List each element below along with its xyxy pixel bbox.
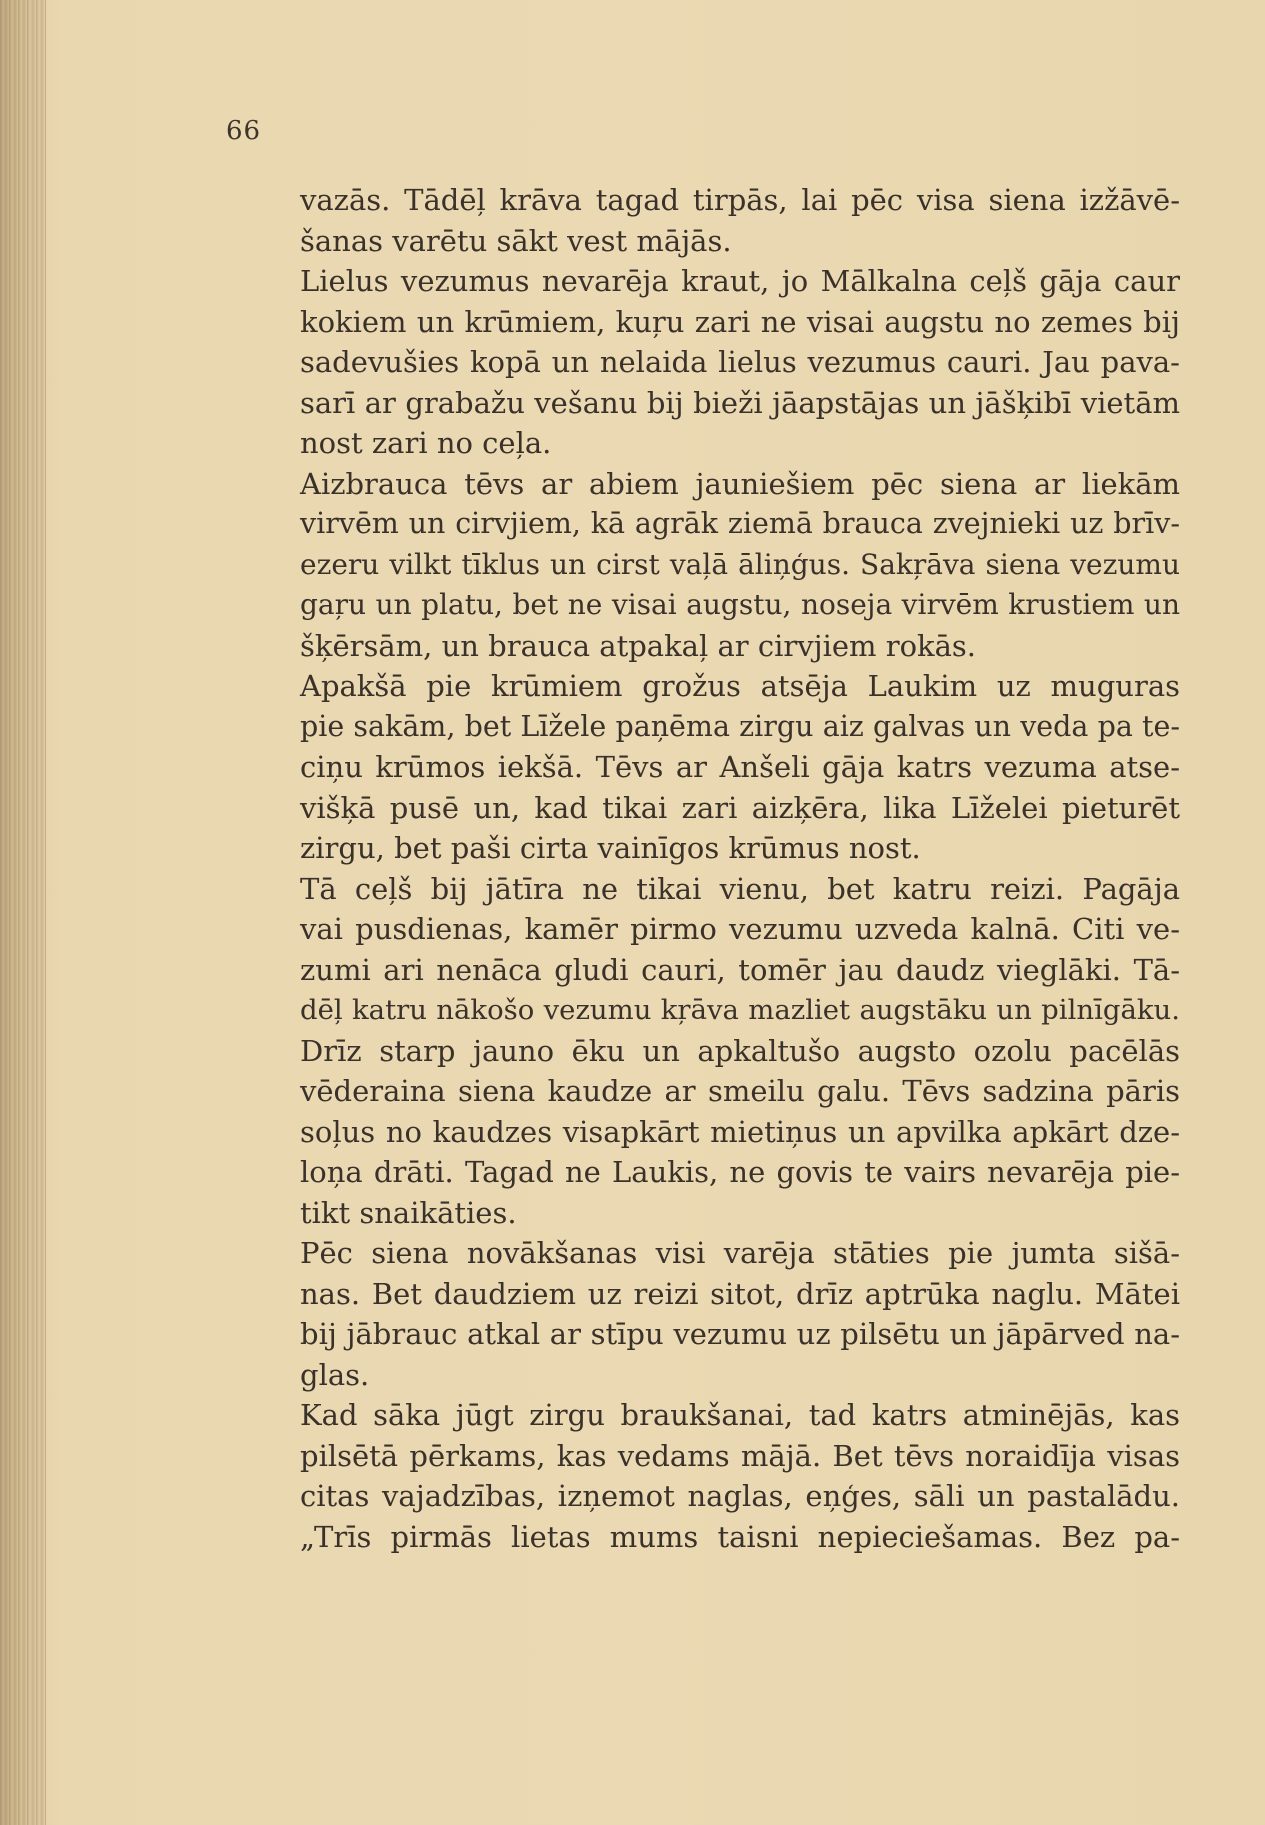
text-line: glas.	[300, 1357, 370, 1392]
text-line: Tā ceļš bij jātīra ne tikai vienu, bet katru reizi. Pagāja	[300, 871, 1180, 906]
text-line: Aizbrauca tēvs ar abiem jauniešiem pēc siena ar liekām	[300, 466, 1180, 501]
text-line: bij jābrauc atkal ar stīpu vezumu uz pilsētu un jāpārved na-	[300, 1317, 1180, 1351]
text-line: zirgu, bet paši cirta vainīgos krūmus nost.	[300, 831, 921, 865]
text-line: loņa drāti. Tagad ne Laukis, ne govis te vairs nevarēja pie-	[300, 1155, 1180, 1189]
text-line: soļus no kaudzes visapkārt mietiņus un apvilka apkārt dze-	[300, 1114, 1180, 1149]
text-line: virvēm un cirvjiem, kā agrāk ziemā brauca zvejnieki uz brīv-	[300, 507, 1180, 540]
text-line: ezeru vilkt tīklus un cirst vaļā āliņģus. Sakŗāva siena vezumu	[300, 547, 1180, 581]
text-line: višķā pusē un, kad tikai zari aizķēra, lika Līželei pieturēt	[300, 790, 1180, 825]
page-binding-edge	[0, 0, 46, 1825]
text-line: vai pusdienas, kamēr pirmo vezumu uzveda kalnā. Citi ve-	[300, 912, 1180, 946]
text-line: Apakšā pie krūmiem grožus atsēja Laukim uz muguras	[300, 669, 1180, 703]
text-line: Pēc siena novākšanas visi varēja stāties pie jumta sišā-	[300, 1236, 1180, 1270]
body-text	[300, 180, 1180, 1557]
text-line: „Trīs pirmās lietas mums taisni nepieciešamas. Bez pa-	[300, 1519, 1180, 1554]
text-line: pie sakām, bet Līžele paņēma zirgu aiz galvas un veda pa te-	[300, 709, 1180, 743]
text-line: Kad sāka jūgt zirgu braukšanai, tad katrs atminējās, kas	[300, 1398, 1180, 1432]
text-line: ciņu krūmos iekšā. Tēvs ar Anšeli gāja katrs vezuma atse-	[300, 750, 1180, 784]
text-line: vazās. Tādēļ krāva tagad tirpās, lai pēc visa siena izžāvē-	[300, 183, 1180, 217]
text-line: nas. Bet daudziem uz reizi sitot, drīz aptrūka naglu. Mātei	[300, 1276, 1180, 1311]
text-line: sarī ar grabažu vešanu bij bieži jāapstājas un jāšķibī vietām	[300, 385, 1180, 420]
text-line: pilsētā pērkams, kas vedams mājā. Bet tēvs noraidīja visas	[300, 1438, 1180, 1473]
text-line: sadevušies kopā un nelaida lielus vezumus cauri. Jau pava-	[300, 345, 1180, 379]
text-line: kokiem un krūmiem, kuŗu zari ne visai augstu no zemes bij	[300, 304, 1180, 339]
text-line: Drīz starp jauno ēku un apkaltušo augsto ozolu pacēlās	[300, 1033, 1180, 1068]
text-line: gaŗu un platu, bet ne visai augstu, noseja virvēm krustiem un	[300, 588, 1180, 621]
text-line: citas vajadzības, izņemot naglas, eņģes, sāli un pastalādu.	[300, 1479, 1180, 1513]
page-number: 66	[226, 116, 262, 146]
text-line: Lielus vezumus nevarēja kraut, jo Mālkalna ceļš gāja caur	[300, 264, 1180, 298]
text-line: nost zari no ceļa.	[300, 426, 552, 460]
text-line: dēļ katru nākošo vezumu kŗāva mazliet augstāku un pilnīgāku.	[300, 994, 1180, 1026]
text-line: tikt snaikāties.	[300, 1195, 517, 1230]
text-line: zumi ari nenāca gludi cauri, tomēr jau daudz vieglāki. Tā-	[300, 952, 1180, 987]
text-line: vēderaina siena kaudze ar smeilu galu. Tēvs sadzina pāris	[300, 1074, 1180, 1108]
text-line: šķērsām, un brauca atpakaļ ar cirvjiem rokās.	[300, 628, 977, 663]
text-line: šanas varētu sākt vest mājās.	[300, 223, 732, 258]
